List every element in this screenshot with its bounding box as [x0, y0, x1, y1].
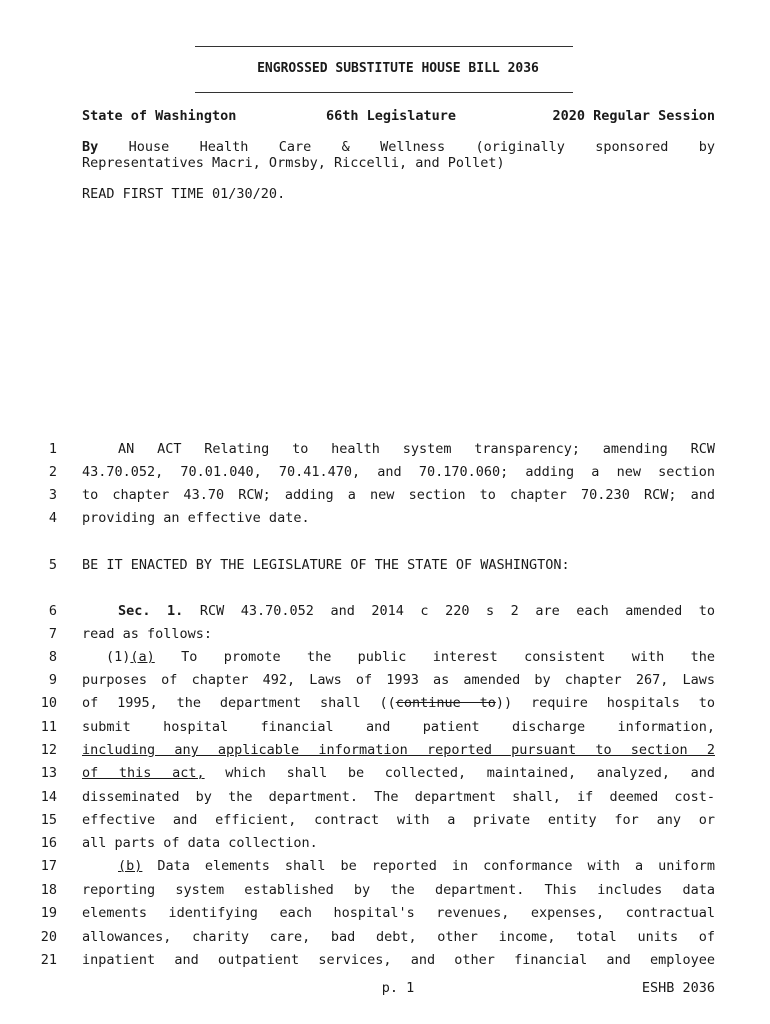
section-label: Sec. 1.	[118, 603, 184, 619]
bill-line	[0, 742, 770, 765]
bill-line	[0, 882, 770, 905]
line-number: 19	[40, 905, 57, 921]
line-text-span: which shall be collected, maintained, analyzed, and	[225, 765, 715, 781]
page-number: p. 1	[381, 980, 415, 996]
line-number: 12	[40, 742, 57, 758]
session-name: 2020 Regular Session	[552, 108, 715, 124]
line-text-span: AN ACT Relating to health system transparency; amending RCW	[118, 441, 715, 457]
line-number: 11	[40, 719, 57, 735]
bill-line	[0, 835, 770, 858]
line-text-span: Data elements shall be reported in conformance with a uniform	[157, 858, 715, 874]
sponsor-block	[82, 139, 715, 171]
bill-line	[0, 464, 770, 487]
line-text-span: RCW 43.70.052 and 2014 c 220 s 2 are each amended to	[199, 603, 715, 619]
line-text	[82, 765, 715, 781]
bill-line	[0, 905, 770, 928]
bill-line	[0, 441, 770, 464]
bill-line	[0, 672, 770, 695]
line-number: 18	[40, 882, 57, 898]
deleted-text: continue to	[395, 695, 496, 711]
bill-line	[0, 765, 770, 788]
inserted-text: (b)	[118, 858, 143, 874]
by-label: By	[82, 139, 99, 155]
inserted-text: (a)	[130, 649, 155, 665]
bill-line	[0, 603, 770, 626]
line-text: BE IT ENACTED BY THE LEGISLATURE OF THE STATE OF WASHINGTON:	[82, 557, 570, 573]
bill-line	[0, 929, 770, 952]
inserted-text: including any applicable information reported pursuant to section 2	[82, 742, 715, 758]
line-number: 3	[48, 487, 57, 503]
line-text-span: )) require hospitals to	[495, 695, 715, 711]
inserted-text: of this act,	[82, 765, 205, 781]
bill-line	[0, 952, 770, 975]
line-text: purposes of chapter 492, Laws of 1993 as amended by chapter 267, Laws	[82, 672, 715, 688]
line-text: all parts of data collection.	[82, 835, 318, 851]
bill-line	[0, 510, 770, 533]
bill-line	[0, 719, 770, 742]
line-number: 5	[48, 557, 57, 573]
line-text: to chapter 43.70 RCW; adding a new section to chapter 70.230 RCW; and	[82, 487, 715, 503]
bill-line	[0, 557, 770, 580]
line-number: 2	[48, 464, 57, 480]
title-underline-rule	[195, 92, 573, 93]
line-number: 4	[48, 510, 57, 526]
line-text	[82, 649, 715, 665]
line-text: providing an effective date.	[82, 510, 310, 526]
line-text: 43.70.052, 70.01.040, 70.41.470, and 70.170.060; adding a new section	[82, 464, 715, 480]
line-text: read as follows:	[82, 626, 213, 642]
line-number: 7	[48, 626, 57, 642]
read-first-time: READ FIRST TIME 01/30/20.	[82, 186, 286, 202]
bill-id: ESHB 2036	[641, 980, 715, 996]
bill-line	[0, 626, 770, 649]
bill-line	[0, 487, 770, 510]
subsection-number: (1)	[106, 649, 131, 665]
bill-line	[0, 789, 770, 812]
line-text: effective and efficient, contract with a private entity for any or	[82, 812, 715, 828]
line-number: 13	[40, 765, 57, 781]
line-text-span: of 1995, the department shall ((	[82, 695, 396, 711]
line-number: 17	[40, 858, 57, 874]
line-text: elements identifying each hospital's revenues, expenses, contractual	[82, 905, 715, 921]
line-number: 1	[48, 441, 57, 457]
line-number: 15	[40, 812, 57, 828]
bill-line	[0, 695, 770, 718]
line-text	[82, 441, 715, 457]
legislature-name: 66th Legislature	[326, 108, 457, 124]
line-text	[82, 695, 715, 711]
line-text: reporting system established by the department. This includes data	[82, 882, 715, 898]
line-number: 16	[40, 835, 57, 851]
line-text-span: To promote the public interest consistent with the	[181, 649, 715, 665]
bill-title: ENGROSSED SUBSTITUTE HOUSE BILL 2036	[257, 61, 539, 76]
sponsor-line-1	[82, 139, 715, 155]
line-number: 20	[40, 929, 57, 945]
line-number: 10	[40, 695, 57, 711]
line-text: allowances, charity care, bad debt, other income, total units of	[82, 929, 715, 945]
line-number: 21	[40, 952, 57, 968]
line-number: 6	[48, 603, 57, 619]
line-text	[82, 858, 715, 874]
line-text	[82, 742, 715, 758]
bill-line	[0, 812, 770, 835]
bill-line	[0, 649, 770, 672]
line-text: inpatient and outpatient services, and other financial and employee	[82, 952, 715, 968]
top-rule	[195, 46, 573, 47]
line-number: 8	[48, 649, 57, 665]
line-number: 14	[40, 789, 57, 805]
bill-line	[0, 858, 770, 881]
sponsor-line-2: Representatives Macri, Ormsby, Riccelli, and Pollet)	[82, 155, 505, 171]
line-number: 9	[48, 672, 57, 688]
sponsor-committee: House Health Care & Wellness (originally sponsored by	[128, 139, 715, 155]
state-name: State of Washington	[82, 108, 237, 124]
line-text	[82, 603, 715, 619]
line-text: disseminated by the department. The department shall, if deemed cost-	[82, 789, 715, 805]
line-text: submit hospital financial and patient discharge information,	[82, 719, 715, 735]
